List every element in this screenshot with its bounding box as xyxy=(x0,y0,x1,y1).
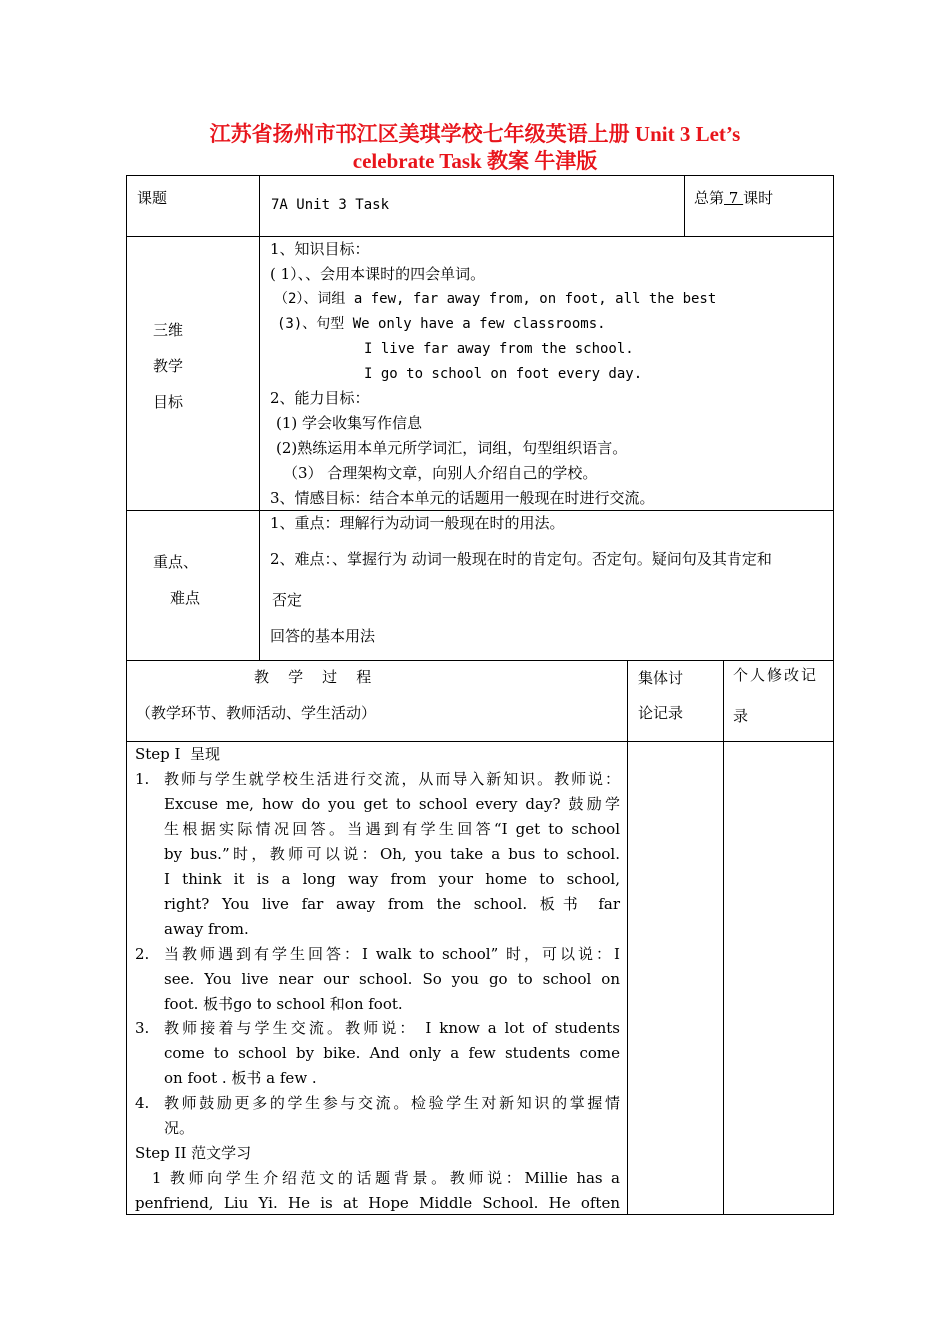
table-border-left xyxy=(126,175,127,1215)
period-count xyxy=(694,186,773,211)
table-col-period-divider xyxy=(684,175,685,237)
item-line: I think it is a long way from your home to school, xyxy=(164,870,620,888)
item-line: right? You live far away from the school. 板书 far xyxy=(164,895,620,913)
item-line: Excuse me, how do you get to school every day? 鼓励学 xyxy=(164,795,620,813)
table-col-label-divider xyxy=(259,175,260,661)
topic-value: 7A Unit 3 Task xyxy=(271,197,390,213)
item-number: 2. xyxy=(135,945,150,963)
period-number: 7 xyxy=(724,189,744,207)
period-prefix: 总第 xyxy=(694,189,725,207)
period-suffix: 课时 xyxy=(743,189,774,207)
table-col-discussion-divider xyxy=(627,660,628,1215)
item-line: 教师接着与学生交流。教师说： I know a lot of students xyxy=(164,1019,620,1037)
objective-line: (2)熟练运用本单元所学词汇，词组，句型组织语言。 xyxy=(276,439,628,457)
keypoint-line: 2、难点：、掌握行为 动词一般现在时的肯定句。否定句。疑问句及其肯定和 xyxy=(270,550,772,568)
revision-header-1: 个人修改记 xyxy=(733,666,819,684)
table-rule-1 xyxy=(126,236,834,237)
objectives-label-1: 三维 xyxy=(153,321,184,339)
objective-line: 1、知识目标： xyxy=(270,240,370,258)
objective-line: (1) 学会收集写作信息 xyxy=(276,414,423,432)
item-line: 教师鼓励更多的学生参与交流。检验学生对新知识的掌握情 xyxy=(164,1094,620,1112)
table-rule-3 xyxy=(126,660,834,661)
process-title: 教 学 过 程 xyxy=(254,668,372,686)
item-number: 4. xyxy=(135,1094,150,1112)
topic-label: 课题 xyxy=(137,189,168,207)
table-border-right xyxy=(833,175,834,1215)
table-border-top xyxy=(126,175,834,176)
item-line: foot. 板书go to school 和on foot. xyxy=(164,995,403,1013)
item-line: 教师与学生就学校生活进行交流，从而导入新知识。教师说： xyxy=(164,770,620,788)
item-line: come to school by bike. And only a few students come xyxy=(164,1044,620,1062)
discussion-header-2: 论记录 xyxy=(638,704,684,722)
item-line: 生根据实际情况回答。当遇到有学生回答“I get to school xyxy=(164,820,620,838)
step2-line: 1 教师向学生介绍范文的话题背景。教师说：Millie has a xyxy=(135,1169,620,1187)
item-line: 当教师遇到有学生回答：I walk to school” 时，可以说：I xyxy=(164,945,620,963)
objectives-label-2: 教学 xyxy=(153,357,184,375)
process-subtitle: （教学环节、教师活动、学生活动） xyxy=(136,704,377,722)
objective-line: （2）、词组 a few, far away from, on foot, all the best xyxy=(274,291,717,307)
item-line: by bus.”时，教师可以说：Oh, you take a bus to school. xyxy=(164,845,620,863)
keypoints-label-1: 重点、 xyxy=(153,553,199,571)
objective-line: （3） 合理架构文章，向别人介绍自己的学校。 xyxy=(283,464,598,482)
objective-line: 2、能力目标： xyxy=(270,389,370,407)
item-number: 3. xyxy=(135,1019,150,1037)
step2-line: penfriend, Liu Yi. He is at Hope Middle School. He often xyxy=(135,1194,620,1212)
step2-title: Step II 范文学习 xyxy=(135,1144,252,1162)
title-line-2: celebrate Task 教案 牛津版 xyxy=(352,149,598,173)
objective-line: I go to school on foot every day. xyxy=(364,366,643,382)
keypoint-line: 否定 xyxy=(272,591,303,609)
item-line: 况。 xyxy=(164,1119,195,1137)
step1-title: Step I 呈现 xyxy=(135,745,221,763)
revision-header-2: 录 xyxy=(733,707,749,725)
title-line-1: 江苏省扬州市邗江区美琪学校七年级英语上册 Unit 3 Let’s xyxy=(209,122,741,146)
objective-line: 3、情感目标：结合本单元的话题用一般现在时进行交流。 xyxy=(270,489,655,507)
document-title xyxy=(100,121,850,175)
keypoints-label-2: 难点 xyxy=(170,589,201,607)
objective-line: ( 1）、、会用本课时的四会单词。 xyxy=(270,265,486,283)
item-line: see. You live near our school. So you go to school on xyxy=(164,970,620,988)
item-number: 1. xyxy=(135,770,150,788)
table-rule-4 xyxy=(126,741,834,742)
objective-line: (3)、句型 We only have a few classrooms. xyxy=(277,316,606,332)
objectives-label-3: 目标 xyxy=(153,393,184,411)
table-col-revision-divider xyxy=(723,660,724,1215)
item-line: away from. xyxy=(164,920,249,938)
item-line: on foot . 板书 a few . xyxy=(164,1069,317,1087)
objective-line: I live far away from the school. xyxy=(364,341,634,357)
keypoint-line: 回答的基本用法 xyxy=(270,627,376,645)
keypoint-line: 1、重点：理解行为动词一般现在时的用法。 xyxy=(270,514,565,532)
discussion-header-1: 集体讨 xyxy=(638,669,684,687)
